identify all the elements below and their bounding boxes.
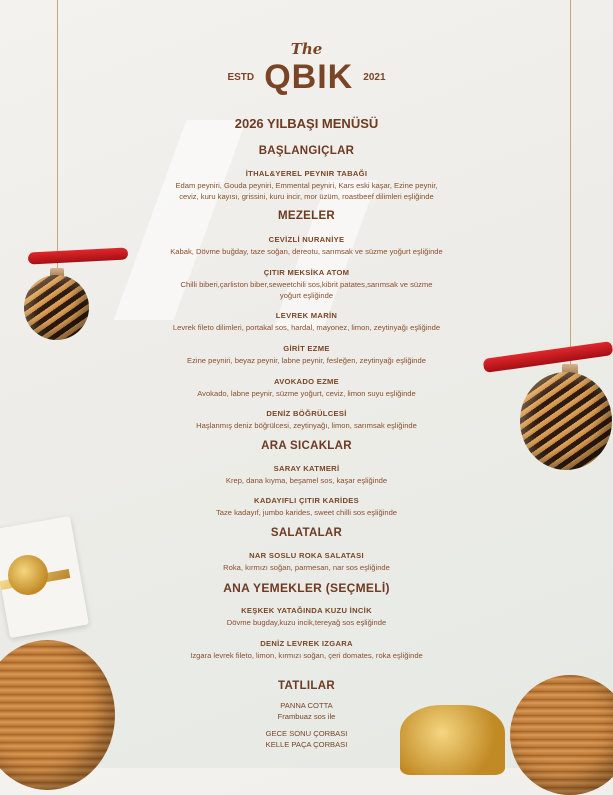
dish-name: LEVREK MARİN [275, 311, 338, 320]
dish-desc: Ezine peyniri, beyaz peynir, labne peynir, fesleğen, zeytinyağı eşliğinde [187, 356, 426, 365]
dish-desc: Krep, dana kıyma, beşamel sos, kaşar eşliğinde [225, 476, 388, 485]
dish-desc: Haşlanmış deniz böğrülcesi, zeytinyağı, limon, sarımsak eşliğinde [196, 421, 417, 430]
dish-desc: Roka, kırmızı soğan, parmesan, nar sos eşliğinde [223, 563, 390, 572]
dish-desc: yoğurt eşliğinde [279, 291, 334, 300]
dish-name: İTHAL&YEREL PEYNIR TABAĞI [245, 169, 368, 178]
dessert-line: KELLE PAÇA ÇORBASI [265, 740, 348, 749]
menu-title: 2026 YILBAŞI MENÜSÜ [234, 116, 379, 131]
dish-desc: Avokado, labne peynir, süzme yoğurt, ceviz, limon suyu eşliğinde [197, 389, 416, 398]
dish-desc: ceviz, kuru kayısı, grissini, kuru incir, mor üzüm, roastbeef dilimleri eşliğinde [179, 192, 434, 201]
logo-year: 2021 [363, 72, 386, 83]
dish-name: NAR SOSLU ROKA SALATASI [249, 551, 364, 560]
section-heading: TATLILAR [278, 680, 335, 692]
dessert-line: PANNA COTTA [280, 701, 333, 710]
dish-desc: Edam peyniri, Gouda peyniri, Emmental peyniri, Kars eski kaşar, Ezine peynir, [175, 181, 438, 190]
dish-desc: Kabak, Dövme buğday, taze soğan, dereotu, sarımsak ve süzme yoğurt eşliğinde [170, 247, 443, 256]
dish-name: AVOKADO EZME [273, 377, 340, 386]
dish-name: ÇITIR MEKSİKA ATOM [263, 268, 350, 277]
dessert-line: GECE SONU ÇORBASI [265, 729, 348, 738]
section-heading: ARA SICAKLAR [261, 440, 352, 452]
dessert-line: Frambuaz sos ile [277, 712, 336, 721]
dish-name: DENİZ BÖĞRÜLCESİ [266, 409, 347, 418]
dish-name: KEŞKEK YATAĞINDA KUZU İNCİK [241, 606, 372, 615]
section-heading: MEZELER [277, 210, 336, 222]
logo-estd: ESTD [227, 72, 255, 83]
dish-name: CEVİZLİ NURANİYE [268, 235, 345, 244]
logo-the: The [290, 40, 323, 58]
dish-desc: Chilli biberi,çarliston biber,seweetchili sos,kibrit patates,sarımsak ve süzme [180, 280, 433, 289]
logo [0, 58, 613, 97]
dish-desc: Dövme bugday,kuzu incik,tereyağ sos eşliğinde [226, 618, 387, 627]
dish-name: DENİZ LEVREK IZGARA [260, 639, 353, 648]
dish-desc: Izgara levrek fileto, limon, kırmızı soğan, çeri domates, roka eşliğinde [190, 651, 423, 660]
dish-name: GİRİT EZME [283, 344, 330, 353]
dish-name: KADAYIFLI ÇITIR KARİDES [254, 496, 359, 505]
section-heading: ANA YEMEKLER (SEÇMELİ) [223, 581, 390, 595]
logo-name: QBIK [264, 58, 354, 96]
dish-name: SARAY KATMERİ [273, 464, 340, 473]
section-heading: SALATALAR [270, 527, 343, 539]
section-heading: BAŞLANGIÇLAR [258, 145, 355, 157]
dish-desc: Levrek fileto dilimleri, portakal sos, hardal, mayonez, limon, zeytinyağı eşliğinde [172, 323, 441, 332]
dish-desc: Taze kadayıf, jumbo karides, sweet chilli sos eşliğinde [215, 508, 398, 517]
